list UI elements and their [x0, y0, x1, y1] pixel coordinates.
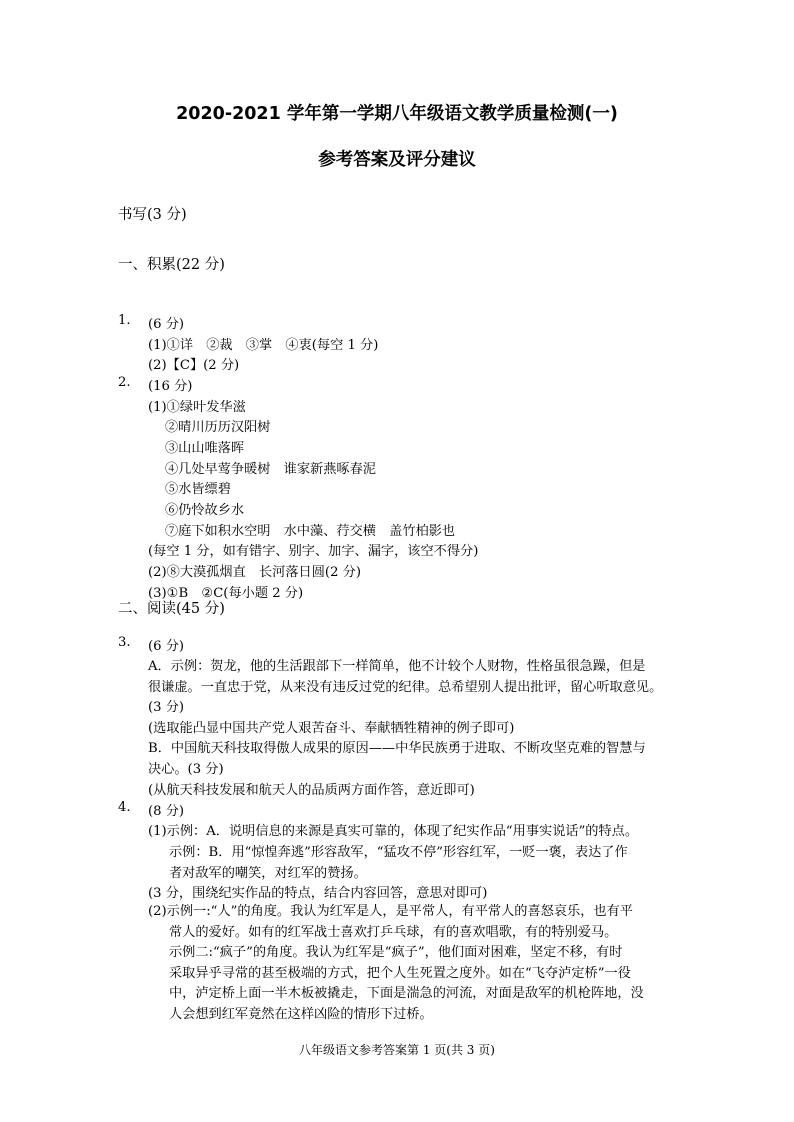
q4-line-7: 示例二:“疯子”的角度。我认为红军是“疯子”，他们面对困难，坚定不移，有时 — [169, 945, 623, 960]
q2-line-10: (3)①B ②C(每小题 2 分) — [148, 586, 304, 601]
q2-line-6: ⑥仍怜故乡水 — [165, 503, 245, 518]
q3-score: (6 分) — [148, 639, 185, 654]
page-footer: 八年级语文参考答案第 1 页(共 3 页) — [299, 1043, 495, 1057]
page-title: 2020-2021 学年第一学期八年级语文教学质量检测(一) — [176, 104, 618, 124]
q3-line-4: (选取能凸显中国共产党人艰苦奋斗、奉献牺牲精神的例子即可) — [148, 721, 515, 736]
section-2-heading: 二、阅读(45 分) — [118, 601, 225, 617]
q2-line-2: ②晴川历历汉阳树 — [165, 420, 271, 435]
q2-line-3: ③山山唯落晖 — [165, 441, 245, 456]
q3-line-1: A．示例：贺龙，他的生活跟部下一样简单，他不计较个人财物，性格虽很急躁，但是 — [148, 659, 646, 674]
q3-line-3: (3 分) — [148, 700, 185, 715]
q2-line-8: (每空 1 分，如有错字、别字、加字、漏字，该空不得分) — [148, 544, 479, 559]
q2-line-5: ⑤水皆缥碧 — [165, 482, 231, 497]
q4-line-10: 人会想到红军竟然在这样凶险的情形下过桥。 — [169, 1007, 433, 1022]
q2-line-4: ④几处早莺争暖树 谁家新燕啄春泥 — [165, 462, 376, 477]
q4-line-9: 中，泸定桥上面一半木板被撬走，下面是湍急的河流，对面是敌军的机枪阵地，没 — [169, 986, 644, 1001]
q4-score: (8 分) — [148, 804, 185, 819]
q3-number: 3. — [118, 635, 131, 650]
q4-line-6: 常人的爱好。如有的红军战士喜欢打乒乓球，有的喜欢唱歌，有的特别爱马。 — [169, 925, 618, 940]
q4-line-1: (1)示例：A．说明信息的来源是真实可靠的，体现了纪实作品“用事实说话”的特点。 — [148, 824, 639, 839]
q2-number: 2. — [118, 375, 131, 390]
q1-score: (6 分) — [148, 317, 185, 332]
q2-line-1: (1)①绿叶发华滋 — [148, 400, 246, 415]
q4-line-5: (2)示例一:“人”的角度。我认为红军是人，是平常人，有平常人的喜怒哀乐，也有平 — [148, 904, 633, 919]
q1-line-2: (2)【C】(2 分) — [148, 358, 240, 373]
writing-heading: 书写(3 分) — [118, 207, 187, 223]
q4-line-2: 示例：B．用“惊惶奔逃”形容敌军，“猛攻不停”形容红军，一贬一褒，表达了作 — [169, 845, 628, 860]
q3-line-2: 很谦虚。一直忠于党，从来没有违反过党的纪律。总希望别人提出批评，留心听取意见。 — [148, 680, 663, 695]
q4-line-3: 者对敌军的嘲笑，对红军的赞扬。 — [169, 866, 367, 881]
q1-number: 1. — [118, 313, 131, 328]
q2-line-7: ⑦庭下如积水空明 水中藻、荇交横 盖竹柏影也 — [165, 524, 456, 539]
page-subtitle: 参考答案及评分建议 — [318, 150, 476, 170]
section-1-heading: 一、积累(22 分) — [118, 257, 225, 273]
q4-line-4: (3 分，围绕纪实作品的特点，结合内容回答，意思对即可) — [148, 886, 488, 901]
q2-line-9: (2)⑧大漠孤烟直 长河落日圆(2 分) — [148, 565, 361, 580]
q4-line-8: 采取异乎寻常的甚至极端的方式，把个人生死置之度外。如在“飞夺泸定桥”一役 — [169, 966, 631, 981]
q3-line-7: (从航天科技发展和航天人的品质两方面作答，意近即可) — [148, 783, 475, 798]
q2-score: (16 分) — [148, 379, 193, 394]
q1-line-1: (1)①详 ②裁 ③掌 ④衷(每空 1 分) — [148, 338, 379, 353]
q3-line-6: 决心。(3 分) — [148, 762, 224, 777]
q3-line-5: B．中国航天科技取得傲人成果的原因——中华民族勇于进取、不断攻坚克难的智慧与 — [148, 741, 646, 756]
q4-number: 4. — [118, 800, 131, 815]
